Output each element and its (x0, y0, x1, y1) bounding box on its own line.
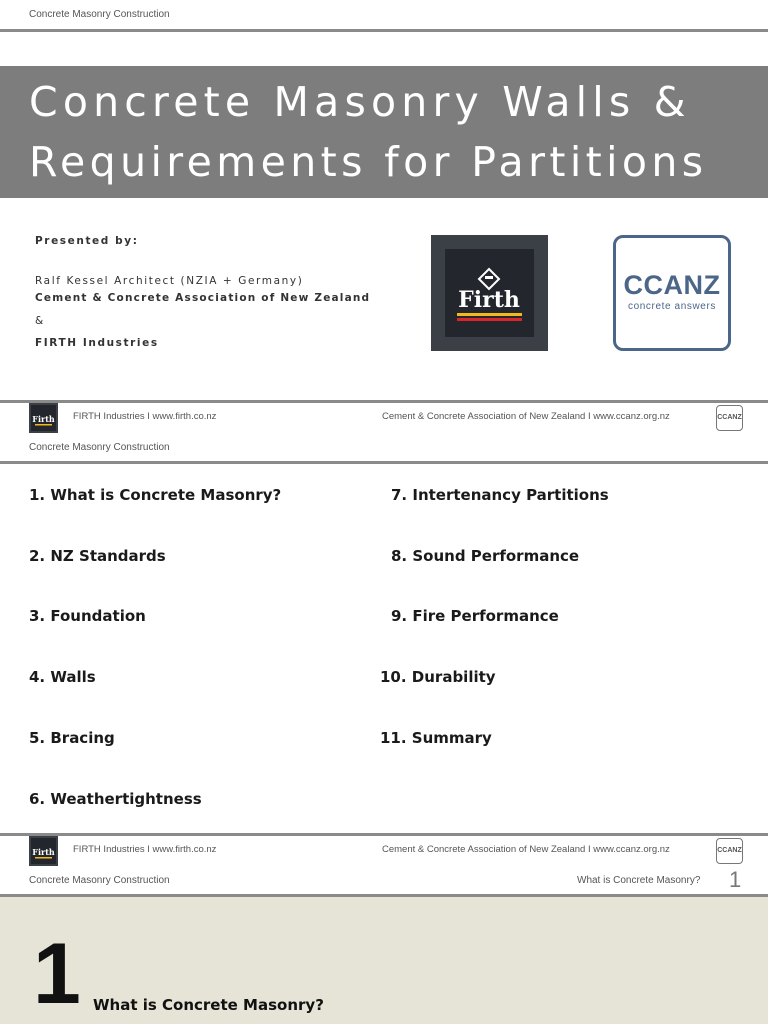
divider (0, 461, 768, 464)
agenda-item: 8. Sound Performance (391, 547, 580, 565)
firth-icon (29, 836, 58, 866)
agenda-item: 4. Walls (29, 668, 96, 686)
org-ccanz: Cement & Concrete Association of New Zealand (35, 292, 371, 304)
svg-text:Firth: Firth (32, 847, 55, 857)
footer-ccanz-link[interactable]: Cement & Concrete Association of New Zealand I www.ccanz.org.nz (382, 844, 670, 855)
presenter-name: Ralf Kessel Architect (NZIA + Germany) (35, 275, 304, 287)
agenda-item: 5. Bracing (29, 729, 115, 747)
agenda-item: 10. Durability (380, 668, 496, 686)
section-title: What is Concrete Masonry? (93, 996, 324, 1014)
agenda-item: 7. Intertenancy Partitions (391, 486, 609, 504)
footer-firth-link[interactable]: FIRTH Industries I www.firth.co.nz (73, 844, 217, 855)
slide1-header: Concrete Masonry Construction (29, 9, 170, 20)
ampersand: & (35, 315, 45, 327)
divider (0, 29, 768, 32)
agenda-item: 3. Foundation (29, 607, 146, 625)
svg-text:Firth: Firth (32, 414, 55, 424)
slide3-header: Concrete Masonry Construction (29, 875, 170, 886)
presented-by-label: Presented by: (35, 235, 139, 247)
agenda-item: 6. Weathertightness (29, 790, 202, 808)
page-number: 1 (729, 867, 742, 892)
title-banner (0, 66, 768, 198)
section-band (0, 897, 768, 1024)
slide2-header: Concrete Masonry Construction (29, 442, 170, 453)
footer-ccanz-link[interactable]: Cement & Concrete Association of New Zealand I www.ccanz.org.nz (382, 411, 670, 422)
firth-logo-text: Firth (458, 287, 520, 313)
ccanz-logo-text: CCANZ (623, 270, 721, 300)
title-line-2: Requirements for Partitions (29, 138, 708, 186)
slide3-section-label: What is Concrete Masonry? (577, 875, 701, 886)
agenda-item: 1. What is Concrete Masonry? (29, 486, 282, 504)
title-line-1: Concrete Masonry Walls & (29, 78, 691, 126)
ccanz-logo (613, 235, 731, 351)
firth-logo (431, 235, 548, 351)
org-firth: FIRTH Industries (35, 337, 159, 349)
agenda-item: 9. Fire Performance (391, 607, 559, 625)
firth-logo-icon (445, 249, 534, 337)
ccanz-icon: CCANZ (716, 405, 743, 431)
footer-divider-1 (0, 400, 768, 403)
footer-divider-2 (0, 833, 768, 836)
footer-firth-link[interactable]: FIRTH Industries I www.firth.co.nz (73, 411, 217, 422)
firth-icon (29, 403, 58, 433)
section-number: 1 (33, 926, 81, 1022)
ccanz-icon: CCANZ (716, 838, 743, 864)
agenda-item: 11. Summary (380, 729, 492, 747)
ccanz-tagline: concrete answers (628, 301, 716, 312)
agenda-item: 2. NZ Standards (29, 547, 166, 565)
